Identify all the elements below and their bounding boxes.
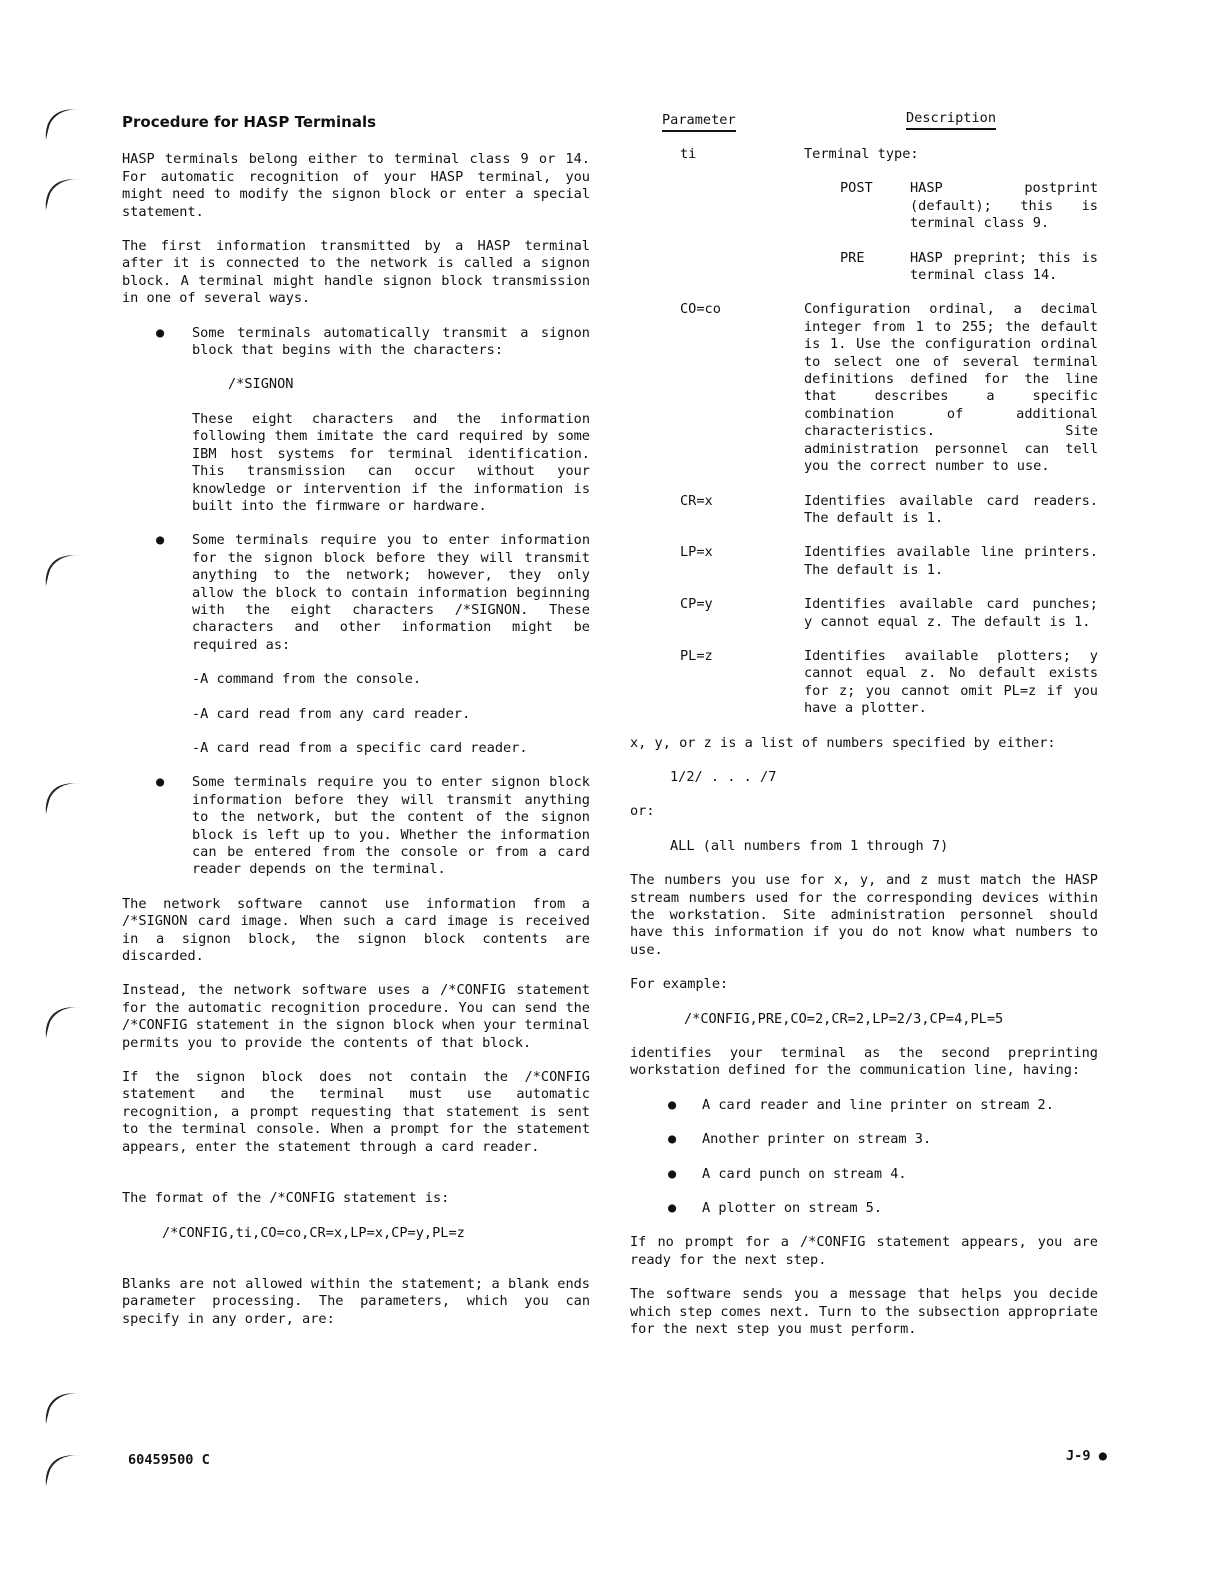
bullet-icon: ●: [668, 1131, 677, 1148]
document-number: 60459500 C: [128, 1452, 210, 1468]
parameter-name: ti: [680, 146, 697, 162]
parameter-description: Terminal type:: [804, 146, 919, 162]
column-header-parameter: Parameter: [662, 112, 736, 132]
binder-hole-mark: [40, 170, 84, 214]
dash-item: -A card read from a specific card reader.: [192, 739, 528, 756]
paragraph: Blanks are not allowed within the statement; a blank ends parameter processing. The parameters, which you can specify in any order, are:: [122, 1275, 590, 1327]
bullet-item: [630, 1200, 1098, 1217]
paragraph: For example:: [630, 976, 729, 993]
bullet-item: [630, 1097, 1098, 1114]
parameter-row: [630, 301, 1098, 475]
dash-item: -A card read from any card reader.: [192, 705, 471, 722]
parameter-description: Configuration ordinal, a decimal integer from 1 to 255; the default is 1. Use the configuration ordinal to select one of several terminal definitions defined for the line that describes a specific combination of additional characteristics. Site administration personnel can tell you the correct number to use.: [804, 301, 1098, 475]
page-number: J-9 ●: [1066, 1448, 1107, 1464]
paragraph: x, y, or z is a list of numbers specified by either:: [630, 734, 1056, 751]
paragraph: If the signon block does not contain the /*CONFIG statement and the terminal must use automatic recognition, a prompt requesting that statement is sent to the terminal console. When a prompt for the statement appears, enter the statement through a card reader.: [122, 1069, 590, 1155]
dash-item: -A command from the console.: [192, 671, 422, 688]
all-code: ALL (all numbers from 1 through 7): [670, 837, 949, 854]
bullet-icon: ●: [668, 1165, 677, 1182]
option-value: HASP postprint (default); this is terminal class 9.: [910, 180, 1098, 232]
parameter-table-header: [630, 112, 1098, 134]
paragraph: The format of the /*CONFIG statement is:: [122, 1190, 450, 1207]
option-value: HASP preprint; this is terminal class 14.: [910, 249, 1098, 284]
parameter-name: PL=z: [680, 647, 713, 664]
bullet-icon: ●: [668, 1200, 677, 1217]
parameter-row: [630, 544, 1098, 579]
binder-hole-mark: [40, 100, 84, 144]
option-key: PRE: [840, 249, 865, 266]
parameter-description: Identifies available line printers. The default is 1.: [804, 544, 1098, 578]
bullet-icon: ●: [156, 774, 165, 791]
paragraph: or:: [630, 803, 655, 820]
terminal-type-option: [804, 180, 1098, 232]
parameter-name: LP=x: [680, 544, 713, 561]
bullet-item: [630, 1166, 1098, 1183]
bullet-icon: ●: [156, 532, 165, 549]
bullet-item: [122, 325, 590, 516]
option-key: POST: [840, 180, 873, 197]
binder-hole-mark: [40, 774, 84, 818]
parameter-name: CP=y: [680, 596, 713, 613]
bullet-text: These eight characters and the information following them imitate the card required by some IBM host systems for terminal identification. This transmission can occur without your knowledge or intervention if the information is built into the firmware or hardware.: [192, 410, 590, 514]
binder-hole-mark: [40, 998, 84, 1042]
bullet-item: [122, 774, 590, 878]
parameter-row: [630, 596, 1098, 631]
list-code: 1/2/ . . . /7: [670, 768, 777, 785]
bullet-text: Some terminals require you to enter information for the signon block before they will transmit anything to the network; however, they only allow the block to contain information beginning with the eight characters /*SIGNON. These characters and other information might be required as:: [192, 532, 590, 653]
bullet-text: A card punch on stream 4.: [702, 1165, 907, 1182]
terminal-type-option: [804, 250, 1098, 285]
parameter-name: CO=co: [680, 301, 721, 318]
bullet-text: Some terminals automatically transmit a signon block that begins with the characters:: [192, 324, 590, 359]
paragraph: identifies your terminal as the second preprinting workstation defined for the communication line, having:: [630, 1045, 1098, 1079]
example-code: /*CONFIG,PRE,CO=2,CR=2,LP=2/3,CP=4,PL=5: [684, 1010, 1004, 1027]
paragraph: Instead, the network software uses a /*CONFIG statement for the automatic recognition procedure. You can send the /*CONFIG statement in the signon block when your terminal permits you to provide the contents of that block.: [122, 982, 590, 1051]
bullet-item: [630, 1131, 1098, 1148]
bullet-icon: ●: [668, 1096, 677, 1113]
paragraph: The network software cannot use information from a /*SIGNON card image. When such a card image is received in a signon block, the signon block contents are discarded.: [122, 895, 590, 965]
bullet-item: [122, 532, 590, 757]
parameter-description: Identifies available plotters; y cannot equal z. No default exists for z; you cannot omit PL=z if you have a plotter.: [804, 647, 1098, 717]
paragraph: The numbers you use for x, y, and z must match the HASP stream numbers used for the corresponding devices within the workstation. Site administration personnel should have this information if you do not know what numbers to use.: [630, 872, 1098, 958]
section-heading: Procedure for HASP Terminals: [122, 113, 377, 131]
parameter-description: Identifies available card punches; y cannot equal z. The default is 1.: [804, 596, 1098, 630]
paragraph: The first information transmitted by a HASP terminal after it is connected to the network is called a signon block. A terminal might handle signon block transmission in one of several ways.: [122, 238, 590, 307]
right-column: [630, 112, 1098, 1356]
parameter-description: Identifies available card readers. The default is 1.: [804, 492, 1098, 526]
binder-hole-mark: [40, 1384, 84, 1428]
code-line: /*SIGNON: [228, 376, 294, 393]
bullet-text: Some terminals require you to enter signon block information before they will transmit anything to the network, but the content of the signon block is left up to you. Whether the information can be entered from the console or from a card reader depends on the terminal.: [192, 774, 590, 878]
bullet-text: A plotter on stream 5.: [702, 1200, 883, 1217]
bullet-icon: ●: [156, 324, 165, 341]
binder-hole-mark: [40, 1446, 84, 1490]
left-column: [122, 112, 590, 1345]
config-format-code: /*CONFIG,ti,CO=co,CR=x,LP=x,CP=y,PL=z: [162, 1224, 465, 1241]
bullet-text: Another printer on stream 3.: [702, 1131, 932, 1148]
parameter-row: [630, 146, 1098, 284]
parameter-name: CR=x: [680, 492, 713, 509]
paragraph: If no prompt for a /*CONFIG statement appears, you are ready for the next step.: [630, 1234, 1098, 1268]
parameter-row: [630, 493, 1098, 528]
binder-hole-mark: [40, 546, 84, 590]
parameter-row: [630, 648, 1098, 718]
paragraph: The software sends you a message that helps you decide which step comes next. Turn to the subsection appropriate for the next step you must perform.: [630, 1286, 1098, 1338]
paragraph: HASP terminals belong either to terminal class 9 or 14. For automatic recognition of your HASP terminal, you might need to modify the signon block or enter a special statement.: [122, 151, 590, 220]
bullet-text: A card reader and line printer on stream 2.: [702, 1096, 1054, 1113]
column-header-description: Description: [906, 110, 996, 130]
